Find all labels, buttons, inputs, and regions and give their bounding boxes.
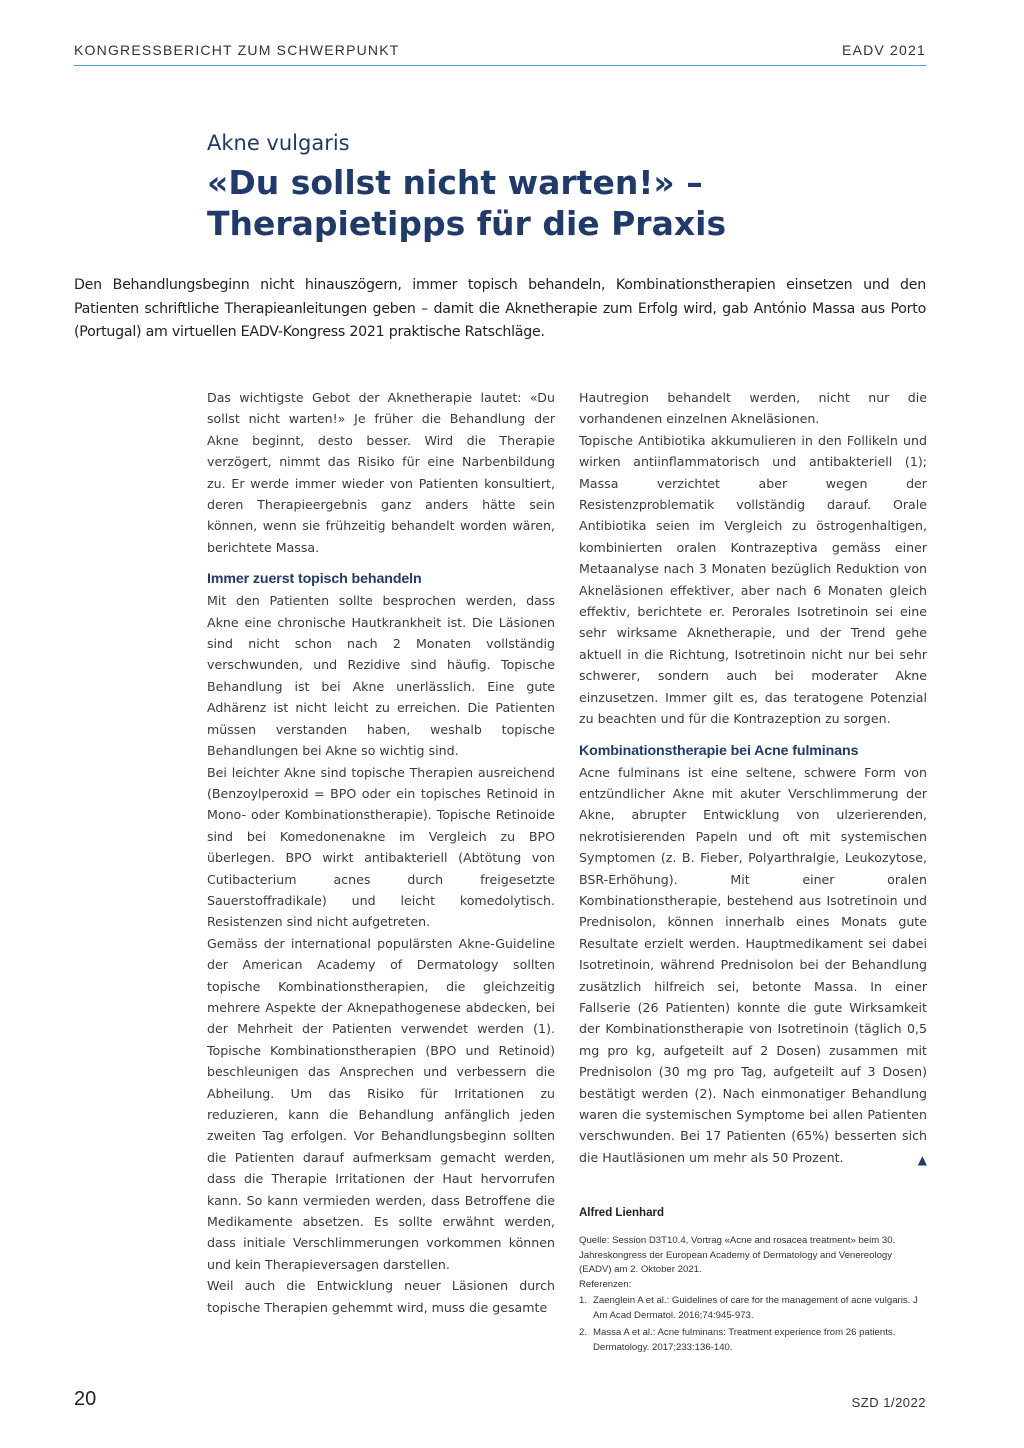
reference-number: 2. <box>579 1327 588 1338</box>
reference-text: Massa A et al.: Acne fulminans: Treatment experience from 26 patients. Dermatology. 2017;233:136-140. <box>593 1327 896 1353</box>
references-title: Referenzen: <box>579 1279 632 1290</box>
source-note: Quelle: Session D3T10.4, Vortrag «Acne and rosacea treatment» beim 30. Jahreskongress der European Academy of Dermatology and Venereology (EADV) am 2. Oktober 2021. <box>579 1235 896 1275</box>
paragraph: Gemäss der international populärsten Akne-Guideline der American Academy of Dermatology sollten topische Kombinationstherapien, die gleichzeitig mehrere Aspekte der Aknepathogenese abdecken, bei der Mehrheit der Patienten verwendet werden (1). Topische Kombinationstherapien (BPO und Retinoid) beschleunigen das Ansprechen und verbessern die Abheilung. Um das Risiko für Irritationen zu reduzieren, kann die Behandlung anfänglich jeden zweiten Tag erfolgen. Vor Behandlungsbeginn sollten die Patienten darauf aufmerksam gemacht werden, dass die Therapie Irritationen der Haut hervorrufen kann. So kann vermieden werden, dass Betroffene die Medikamente absetzen. Es sollte erwähnt werden, dass initiale Verschlimmerungen vorkommen können und kein Therapieversagen darstellen. <box>207 935 555 1272</box>
section-label: KONGRESSBERICHT ZUM SCHWERPUNKT <box>74 42 400 58</box>
article-title: «Du sollst nicht warten!» – Therapietipps für die Praxis <box>207 163 727 243</box>
reference-item <box>579 1326 927 1355</box>
paragraph: Weil auch die Entwicklung neuer Läsionen durch topische Therapien gehemmt wird, muss die gesamte <box>207 1278 555 1315</box>
article-kicker: Akne vulgaris <box>207 131 350 155</box>
paragraph-text: Acne fulminans ist eine seltene, schwere Form von entzündlicher Akne mit akuter Verschlimmerung der Akne, abrupter Entwicklung von ulzerierenden, nekrotisierenden Papeln und oft mit systemischen Symptomen (z. B. Fieber, Polyarthralgie, Leukozytose, BSR-Erhöhung). Mit einer oralen Kombinationstherapie, bestehend aus Isotretinoin und Prednisolon, können innerhalb eines Monats gute Resultate erzielt werden. Hauptmedikament sei dabei Isotretinoin, während Prednisolon bei der Behandlung zusätzlich hilfreich sei, betonte Massa. In einer Fallserie (26 Patienten) konnte die gute Wirksamkeit der Kombinationstherapie von Isotretinoin (täglich 0,5 mg pro kg, aufgeteilt auf 2 Dosen) zusammen mit Prednisolon (30 mg pro Tag, aufgeteilt auf 3 Dosen) bestätigt werden (2). Nach einmonatiger Behandlung waren die systemischen Symptome bei allen Patienten verschwunden. Bei 17 Patienten (65%) besserten sich die Hautläsionen um mehr als 50 Prozent. <box>579 764 927 1165</box>
text-column-right <box>579 387 927 1171</box>
paragraph: Das wichtigste Gebot der Aknetherapie lautet: «Du sollst nicht warten!» Je früher die Behandlung der Akne beginnt, desto besser. Wird die Therapie verzögert, nimmt das Risiko für eine Narbenbildung zu. Er werde immer wieder von Patienten konsultiert, deren Therapieergebnis ganz anders hätte sein können, wenn sie frühzeitig behandelt worden wären, berichtete Massa. <box>207 390 555 555</box>
congress-label: EADV 2021 <box>842 42 926 58</box>
section-heading: Immer zuerst topisch behandeln <box>207 571 422 588</box>
paragraph: Mit den Patienten sollte besprochen werden, dass Akne eine chronische Hautkrankheit ist. Die Läsionen sind nicht schon nach 2 Monaten vollständig verschwunden, und Rezidive sind häufig. Topische Behandlung ist bei Akne unerlässlich. Eine gute Adhärenz ist nicht leicht zu erreichen. Die Patienten müssen verstanden haben, weshalb topische Behandlungen bei Akne so wichtig sind. <box>207 593 555 759</box>
references-list <box>579 1294 927 1358</box>
reference-item <box>579 1294 927 1323</box>
paragraph: Bei leichter Akne sind topische Therapien ausreichend (Benzoylperoxid = BPO oder ein topisches Retinoid in Mono- oder Kombinationstherapie). Topische Retinoide sind bei Komedonenakne im Vergleich zu BPO überlegen. BPO wirkt antibakteriell (Abtötung von Cutibacterium acnes durch freigesetzte Sauerstoffradikale) und leicht komedolytisch. Resistenzen sind nicht aufgetreten. <box>207 764 555 930</box>
end-mark-icon: ▲ <box>917 1152 927 1167</box>
reference-number: 1. <box>579 1295 588 1306</box>
section-heading: Kombinationstherapie bei Acne fulminans <box>579 742 859 759</box>
page-number: 20 <box>74 1388 97 1410</box>
paragraph <box>579 762 927 1169</box>
paragraph: Hautregion behandelt werden, nicht nur die vorhandenen einzelnen Akneläsionen. <box>579 390 927 427</box>
issue-label: SZD 1/2022 <box>851 1395 926 1410</box>
author-name: Alfred Lienhard <box>579 1207 664 1219</box>
running-header <box>74 42 926 66</box>
text-column-left <box>207 387 555 1318</box>
article-lead: Den Behandlungsbeginn nicht hinauszögern, immer topisch behandeln, Kombinationstherapien einsetzen und den Patienten schriftliche Therapieanleitungen geben – damit die Aknetherapie zum Erfolg wird, gab António Massa aus Porto (Portugal) am virtuellen EADV-Kongress 2021 praktische Ratschläge. <box>74 277 926 340</box>
reference-text: Zaenglein A et al.: Guidelines of care for the management of acne vulgaris. J Am Acad Dermatol. 2016;74:945-973. <box>593 1295 918 1321</box>
paragraph: Topische Antibiotika akkumulieren in den Follikeln und wirken antiinflammatorisch und antibakteriell (1); Massa verzichtet aber wegen der Resistenzproblematik vollständig darauf. Orale Antibiotika seien im Vergleich zu östrogenhaltigen, kombinierten oralen Kontrazeptiva gemäss einer Metaanalyse nach 3 Monaten bezüglich Reduktion von Akneläsionen effektiver, aber nach 6 Monaten gleich effektiv, berichtete er. Perorales Isotretinoin sei eine sehr wirksame Aknetherapie, und der Trend gehe aktuell in die Richtung, Isotretinoin nicht nur bei sehr schwerer, sondern auch bei moderater Akne einzusetzen. Immer gilt es, das teratogene Potenzial zu beachten und für die Kontrazeption zu sorgen. <box>579 432 927 727</box>
